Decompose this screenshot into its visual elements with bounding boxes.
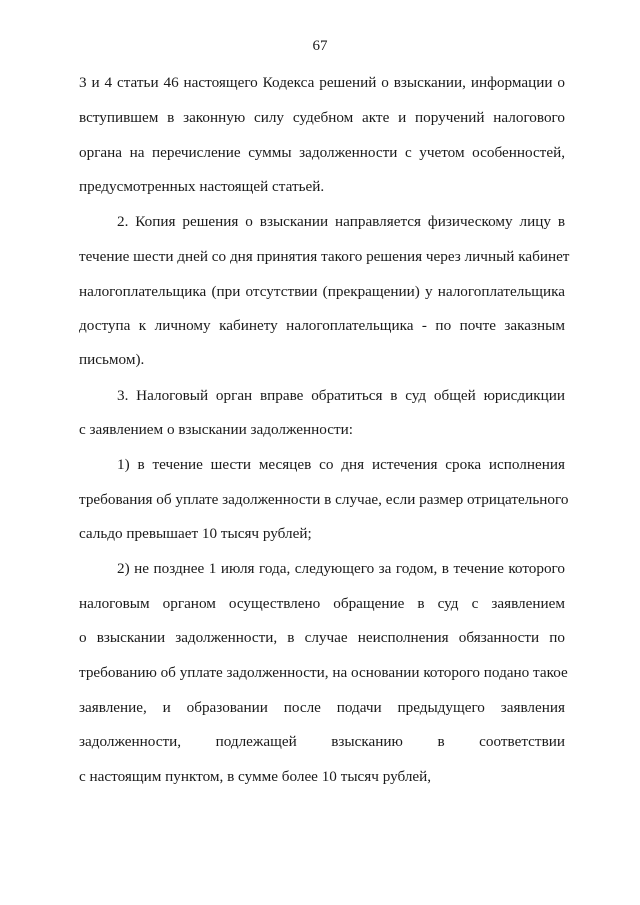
- text-line: 2. Копия решения о взыскании направляется физическому лицу в: [117, 213, 565, 230]
- text-line: вступившем в законную силу судебном акте и поручений налогового: [79, 109, 565, 126]
- text-line: с заявлением о взыскании задолженности:: [79, 421, 353, 438]
- text-line: 1) в течение шести месяцев со дня истечения срока исполнения: [117, 456, 565, 473]
- text-line: доступа к личному кабинету налогоплательщика - по почте заказным: [79, 317, 565, 334]
- text-line: органа на перечисление суммы задолженности с учетом особенностей,: [79, 144, 565, 161]
- text-line: 3. Налоговый орган вправе обратиться в суд общей юрисдикции: [117, 387, 565, 404]
- text-line: о взыскании задолженности, в случае неисполнения обязанности по: [79, 629, 565, 646]
- text-line: течение шести дней со дня принятия такого решения через личный кабинет: [79, 248, 570, 265]
- text-line: 3 и 4 статьи 46 настоящего Кодекса решений о взыскании, информации о: [79, 74, 565, 91]
- text-line: 2) не позднее 1 июля года, следующего за годом, в течение которого: [117, 560, 565, 577]
- text-line: задолженности, подлежащей взысканию в соответствии: [79, 733, 565, 750]
- text-line: сальдо превышает 10 тысяч рублей;: [79, 525, 312, 542]
- text-line: налогоплательщика (при отсутствии (прекращении) у налогоплательщика: [79, 283, 565, 300]
- text-line: требованию об уплате задолженности, на основании которого подано такое: [79, 664, 568, 681]
- text-line: предусмотренных настоящей статьей.: [79, 178, 325, 195]
- text-line: требования об уплате задолженности в случае, если размер отрицательного: [79, 491, 569, 508]
- page-number: 67: [312, 38, 328, 54]
- text-line: заявление, и образовании после подачи предыдущего заявления: [79, 699, 565, 716]
- text-line: с настоящим пунктом, в сумме более 10 тысяч рублей,: [79, 768, 432, 785]
- text-line: налоговым органом осуществлено обращение в суд с заявлением: [79, 595, 565, 612]
- text-line: письмом).: [79, 351, 145, 368]
